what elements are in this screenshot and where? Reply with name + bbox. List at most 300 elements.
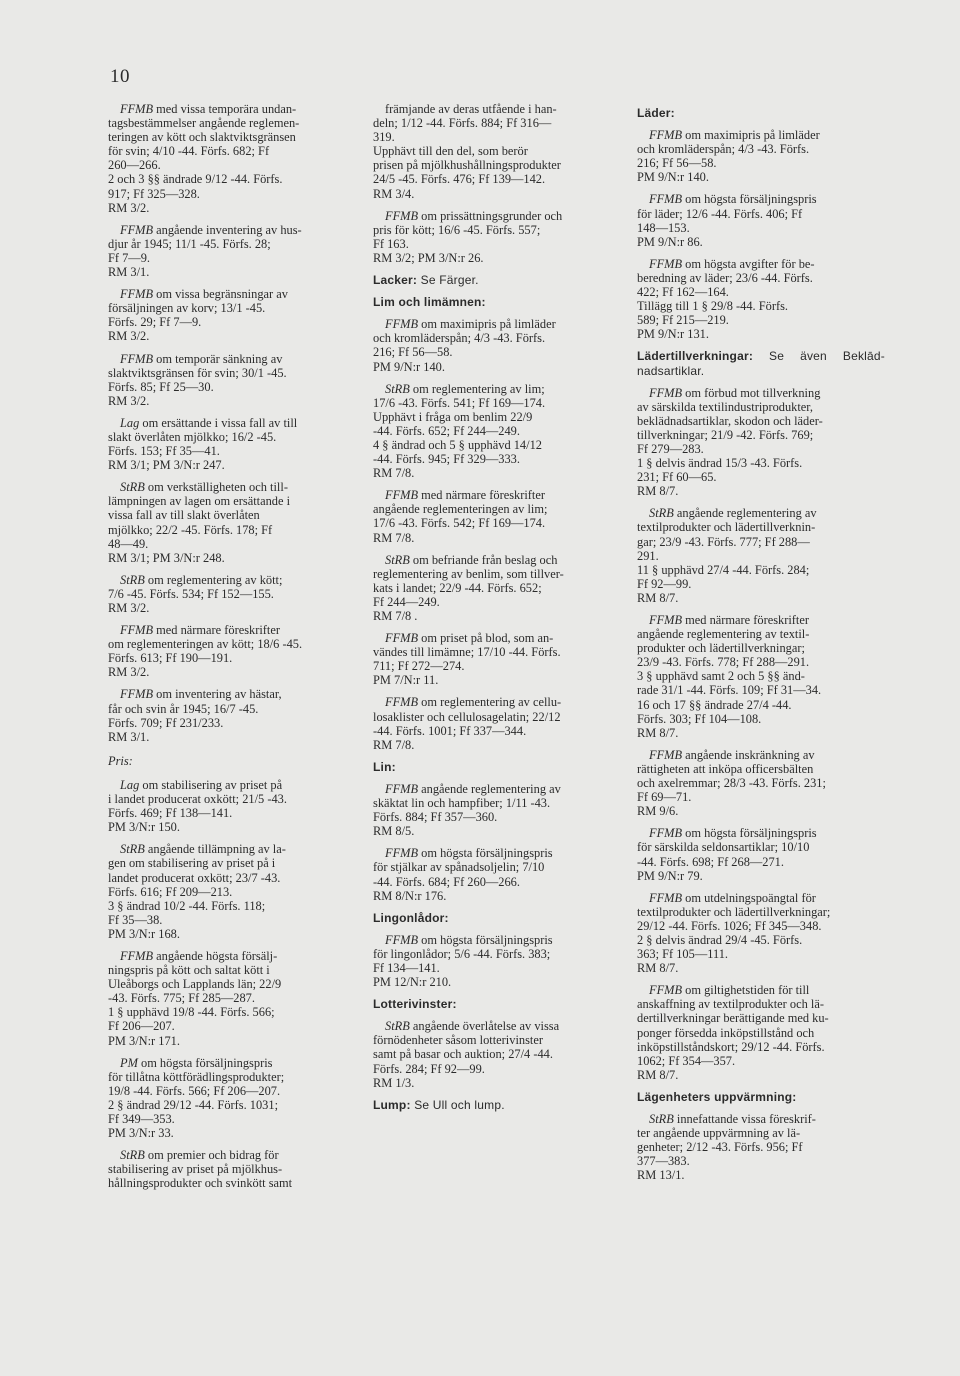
entry-line: Ff 7—9. [108,250,150,265]
entry-line: Upphävt i fråga om benlim 22/9 [373,409,533,424]
entry-source: StRB [649,506,674,521]
index-entry [637,613,885,740]
entry-line: och kromläderspån; 4/3 -43. Förfs. [637,142,810,157]
section-heading [373,273,621,287]
index-entry [108,416,358,472]
entry-line: RM 3/2. [108,393,150,408]
entry-line: 3 § ändrad 10/2 -44. Förfs. 118; [108,898,266,913]
index-entry [373,695,621,751]
entry-source: FFMB [120,351,154,366]
entry-line: Förfs. 884; Ff 357—360. [373,810,498,825]
entry-line: Uleåborgs och Lapplands län; 22/9 [108,977,282,992]
entry-line: för stjälkar av spånadsoljelin; 7/10 [373,860,545,875]
entry-line: deln; 1/12 -44. Förfs. 884; Ff 316— [373,116,552,131]
entry-line: RM 1/3. [373,1075,415,1090]
entry-line: 1 § upphävd 19/8 -44. Förfs. 566; [108,1005,275,1020]
entry-line [108,223,358,237]
index-entry [637,506,885,605]
section-heading-key: Lim och limämnen: [373,295,486,310]
section-heading [637,349,885,377]
entry-line: textilprodukter och lädertillverkningar; [637,904,831,919]
entry-line: 231; Ff 60—65. [637,470,717,485]
entry-line [373,382,621,396]
entry-line: för svin; 4/10 -44. Förfs. 682; Ff [108,144,270,159]
entry-line: ponger försedda inköpstillstånd och [637,1025,815,1040]
entry-line [108,287,358,301]
entry-source: FFMB [385,488,419,503]
entry-line: och kromläderspån; 4/3 -43. Förfs. [373,331,546,346]
entry-line: för läder; 12/6 -44. Förfs. 406; Ff [637,206,803,221]
entry-line: 422; Ff 162—164. [637,285,729,300]
entry-source: FFMB [385,317,419,332]
entry-source: StRB [385,381,410,396]
entry-text: om reglementering av kött; [147,572,283,587]
entry-text: om stabilisering av priset på [142,777,283,792]
section-heading-key: Lacker: [373,273,418,288]
entry-line: 260—266. [108,158,161,173]
entry-line: Tillägg till 1 § 29/8 -44. Förfs. [637,299,788,314]
entry-line: beredning av läder; 23/6 -44. Förfs. [637,270,813,285]
entry-line: -44. Förfs. 945; Ff 329—333. [373,452,520,467]
entry-text: om verkställigheten och till- [147,480,288,495]
entry-line: Förfs. 469; Ff 138—141. [108,806,233,821]
index-entry [373,553,621,623]
entry-line [373,933,621,947]
entry-text: angående inskränkning av [685,747,815,762]
entry-source: StRB [649,1112,674,1126]
entry-line: ter angående uppvärmning av lä- [637,1126,801,1141]
index-entry [108,480,358,565]
entry-line: kats i landet; 22/9 -44. Förfs. 652; [373,580,542,595]
index-entry [108,287,358,343]
index-entry [637,891,885,976]
index-entry [108,687,358,743]
entry-line: RM 7/8. [373,530,415,545]
entry-line: PM 9/N:r 86. [637,234,703,249]
entry-text: om högsta försäljningspris [421,932,553,947]
entry-line: stabilisering av priset på mjölkhus- [108,1162,283,1177]
entry-line: angående reglementeringen av lim; [373,502,548,517]
index-entry [108,949,358,1048]
entry-text: om utdelningspoängtal för [685,890,816,905]
section-heading-key: Lump: [373,1097,411,1112]
entry-line: PM 3/N:r 33. [108,1126,174,1141]
entry-line [108,778,358,792]
entry-source: PM [120,1055,138,1070]
entry-line [637,386,885,400]
entry-text: om maximipris på limläder [421,317,556,332]
entry-line [637,748,885,762]
section-heading-key: Lägenheters uppvärmning: [637,1089,797,1104]
entry-line: RM 8/7. [637,484,679,499]
entry-text: om högsta avgifter för be- [685,256,815,271]
entry-line [108,352,358,366]
entry-line: -44. Förfs. 698; Ff 268—271. [637,854,784,869]
entry-line: 19/8 -44. Förfs. 566; Ff 206—207. [108,1083,281,1098]
entry-text: om vissa begränsningar av [156,287,288,302]
entry-text: innefattande vissa föreskrif- [676,1112,816,1126]
entry-line: Förfs. 29; Ff 7—9. [108,315,202,330]
index-entry [637,826,885,882]
entry-line: 11 § upphävd 27/4 -44. Förfs. 284; [637,562,810,577]
index-entry [373,382,621,481]
entry-line: 2 § ändrad 29/12 -44. Förfs. 1031; [108,1097,279,1112]
entry-text: om högsta försäljningspris [421,846,553,861]
entry-line [637,128,885,142]
entry-line: 23/9 -43. Förfs. 778; Ff 288—291. [637,655,810,670]
entry-line: försäljningen av korv; 13/1 -45. [108,301,266,316]
entry-line [637,613,885,627]
entry-line: RM 8/7. [637,961,679,976]
entry-text: om reglementering av lim; [412,381,545,396]
entry-line: och axelremmar; 28/3 -43. Förfs. 231; [637,776,826,791]
entry-line [108,1148,358,1162]
index-entry [108,573,358,615]
entry-source: FFMB [385,932,419,947]
entry-line: Förfs. 153; Ff 35—41. [108,444,220,459]
entry-line: Ff 206—207. [108,1019,175,1034]
entry-line [373,488,621,502]
entry-text: med vissa temporära undan- [156,102,297,116]
entry-line: 7/6 -45. Förfs. 534; Ff 152—155. [108,586,274,601]
entry-line: 319. [373,130,395,145]
index-entry [637,128,885,184]
entry-line: landet producerat oxkött; 23/7 -43. [108,870,281,885]
entry-line: pris för kött; 16/6 -45. Förfs. 557; [373,222,541,237]
entry-line [373,846,621,860]
entry-line: dertillverkningar berättigande med ku- [637,1011,829,1026]
entry-line: Ff 279—283. [637,441,704,456]
entry-source: FFMB [649,826,683,841]
entry-text: om premier och bidrag för [147,1148,279,1163]
entry-line [108,573,358,587]
entry-line: textilprodukter och lädertillverknin- [637,520,816,535]
entry-line: 291. [637,548,659,563]
entry-line: Ff 92—99. [637,576,692,591]
entry-text: angående reglementering av [676,506,817,521]
entry-line: 17/6 -43. Förfs. 542; Ff 169—174. [373,516,546,531]
entry-line: 1 § delvis ändrad 15/3 -43. Förfs. [637,456,803,471]
entry-line: -44. Förfs. 1001; Ff 337—344. [373,723,527,738]
entry-source: FFMB [120,102,154,116]
entry-line: angående reglementering av textil- [637,627,810,642]
entry-line: 711; Ff 272—274. [373,659,465,674]
entry-line: PM 9/N:r 131. [637,327,709,342]
entry-text: om priset på blod, som an- [421,631,554,646]
entry-line [637,1112,885,1126]
entry-text: med närmare föreskrifter [685,613,809,627]
entry-source: FFMB [649,613,683,627]
entry-line: mjölkko; 22/2 -45. Förfs. 178; Ff [108,522,273,537]
entry-line: PM 3/N:r 150. [108,820,180,835]
entry-line [108,687,358,701]
index-entry [637,257,885,342]
entry-line: samt på basar och auktion; 27/4 -44. [373,1047,553,1062]
entry-text: angående reglementering av [421,781,561,796]
entry-text: angående överlåtelse av vissa [412,1019,560,1034]
entry-line: ningspris på kött och saltat kött i [108,963,270,978]
section-heading [373,911,621,925]
index-entry [108,778,358,834]
entry-line: 4 § ändrad och 5 § upphävd 14/12 [373,437,542,452]
entry-source: StRB [385,552,410,567]
entry-line: i landet producerat oxkött; 21/5 -43. [108,792,287,807]
entry-line: anskaffning av textilprodukter och lä- [637,997,824,1012]
entry-source: Lag [120,415,140,430]
entry-line [108,102,358,116]
entry-line [108,416,358,430]
entry-line: 589; Ff 215—219. [637,313,729,328]
entry-line: 377—383. [637,1154,690,1169]
index-entry [108,842,358,941]
entry-line: inköpstillståndskort; 29/12 -44. Förfs. [637,1039,825,1054]
entry-line: Förfs. 613; Ff 190—191. [108,651,233,666]
column-2 [373,102,621,1120]
entry-line: 2 och 3 §§ ändrade 9/12 -44. Förfs. [108,172,283,187]
entry-line: RM 3/2. [108,665,150,680]
entry-line [108,1056,358,1070]
entry-line: Ff 134—141. [373,960,440,975]
entry-line: genheter; 2/12 -43. Förfs. 956; Ff [637,1140,803,1155]
entry-text: om inventering av hästar, [156,687,282,702]
entry-line: -43. Förfs. 775; Ff 285—287. [108,991,255,1006]
section-heading [373,760,621,774]
entry-source: StRB [120,480,145,495]
entry-text: angående högsta försälj- [156,948,278,963]
entry-source: Lag [120,777,140,792]
entry-line [373,317,621,331]
entry-line: PM 9/N:r 140. [637,170,709,185]
index-entry [373,846,621,902]
entry-line [373,695,621,709]
section-heading-key: Lin: [373,759,396,774]
entry-line: RM 9/6. [637,804,679,819]
entry-line: prisen på mjölkhushållningsprodukter [373,158,561,173]
entry-line: slaktviktsgränsen för svin; 30/1 -45. [108,365,287,380]
entry-line: för särskilda seldonsartiklar; 10/10 [637,840,810,855]
section-heading [637,106,885,120]
entry-text: om befriande från beslag och [412,552,558,567]
entry-source: FFMB [649,890,683,905]
entry-line: RM 3/1; PM 3/N:r 247. [108,458,225,473]
entry-line [373,209,621,223]
entry-line: PM 12/N:r 210. [373,975,452,990]
entry-line: 29/12 -44. Förfs. 1026; Ff 345—348. [637,918,822,933]
entry-text: om temporär sänkning av [156,351,283,366]
index-entry [108,223,358,279]
entry-source: StRB [120,842,145,857]
entry-text: om giltighetstiden för till [685,983,810,998]
entry-line: Ff 244—249. [373,594,440,609]
entry-line: Ff 69—71. [637,790,692,805]
entry-line: 17/6 -43. Förfs. 541; Ff 169—174. [373,395,546,410]
index-entry [637,386,885,499]
entry-line: Förfs. 85; Ff 25—30. [108,379,214,394]
entry-line: främjande av deras utfående i han- [385,102,557,116]
index-entry [373,488,621,544]
index-entry [108,352,358,408]
entry-line [373,782,621,796]
entry-text: om högsta försäljningspris [141,1055,273,1070]
entry-source: FFMB [385,781,419,796]
entry-line: 148—153. [637,220,690,235]
section-heading-key: Lingonlådor: [373,910,449,925]
entry-line: Ff 163. [373,236,409,251]
entry-source: FFMB [120,948,154,963]
entry-text: om prissättningsgrunder och [421,208,563,223]
entry-line: 48—49. [108,536,149,551]
entry-line: 24/5 -45. Förfs. 476; Ff 139—142. [373,172,546,187]
entry-line: losaklister och cellulosagelatin; 22/12 [373,709,561,724]
entry-line: RM 3/1. [108,265,150,280]
section-heading-reference: Se Färger. [417,273,479,288]
entry-text: angående inventering av hus- [156,222,302,237]
index-entry [373,933,621,989]
column-1 [108,102,358,1198]
entry-line: RM 3/2. [108,200,150,215]
entry-line: om reglementeringen av kött; 18/6 -45. [108,637,303,652]
entry-line: rade 31/1 -44. Förfs. 109; Ff 31—34. [637,683,822,698]
entry-source: FFMB [649,192,683,207]
section-heading [373,1098,621,1112]
section-heading [637,1090,885,1104]
entry-source: FFMB [120,623,154,638]
entry-text: om reglementering av cellu- [421,695,562,710]
entry-line: RM 8/N:r 176. [373,888,447,903]
entry-line: PM 7/N:r 11. [373,673,439,688]
entry-line: av särskilda textilindustriprodukter, [637,399,814,414]
entry-line: 2 § delvis ändrad 29/4 -45. Förfs. [637,932,803,947]
entry-line: vissa fall av till slakt överlåten [108,508,260,523]
entry-text: om högsta försäljningspris [685,192,817,207]
entry-line: tagsbestämmelser angående reglemen- [108,116,300,131]
entry-line: beklädnadsartiklar, skodon och läder- [637,413,823,428]
entry-line: 917; Ff 325—328. [108,186,200,201]
entry-line: hållningsprodukter och svinkött samt [108,1176,293,1191]
entry-line: RM 13/1. [637,1168,685,1183]
entry-line: RM 3/2. [108,601,150,615]
entry-line: RM 8/7. [637,725,679,740]
entry-line: PM 3/N:r 171. [108,1033,180,1048]
index-entry [373,102,621,201]
entry-line: RM 7/8 . [373,609,418,623]
entry-text: angående tillämpning av la- [147,842,286,857]
entry-line: gen om stabilisering av priset på i [108,856,276,871]
entry-line [108,623,358,637]
entry-source: FFMB [120,687,154,702]
index-entry [373,782,621,838]
entry-line [108,480,358,494]
index-entry [373,631,621,687]
entry-source: FFMB [649,747,683,762]
entry-line [373,631,621,645]
entry-line: för lingonlådor; 5/6 -44. Förfs. 383; [373,946,551,961]
section-heading-key: Lotterivinster: [373,997,457,1012]
index-entry [108,1148,358,1190]
entry-text: om maximipris på limläder [685,128,820,143]
entry-line [637,826,885,840]
entry-line: PM 3/N:r 168. [108,926,180,941]
index-entry [108,623,358,679]
index-entry [373,209,621,265]
entry-line: tillverkningar; 21/9 -42. Förfs. 769; [637,427,814,442]
entry-line: gar; 23/9 -43. Förfs. 777; Ff 288— [637,534,810,549]
entry-source: FFMB [649,256,683,271]
entry-source: FFMB [385,846,419,861]
entry-line [637,257,885,271]
entry-line: får och svin år 1945; 16/7 -45. [108,701,259,716]
entry-line: RM 7/8. [373,737,415,752]
section-heading [373,295,621,309]
entry-line [637,192,885,206]
index-entry [373,317,621,373]
index-entry [108,102,358,215]
section-heading-reference: Se även Beklād-nadsartiklar. [637,349,885,378]
entry-line: djur år 1945; 11/1 -45. Förfs. 28; [108,236,271,251]
entry-line [108,842,358,856]
index-entry [373,1019,621,1089]
entry-line: Ff 35—38. [108,912,163,927]
entry-source: StRB [385,1019,410,1034]
entry-line: -44. Förfs. 684; Ff 260—266. [373,874,520,889]
entry-line: RM 3/1; PM 3/N:r 248. [108,550,225,565]
entry-text: om förbud mot tillverkning [685,385,821,400]
entry-line [373,553,621,567]
section-heading-key: Lädertillverkningar: [637,349,754,364]
index-entry [637,748,885,818]
entry-line: RM 3/2. [108,329,150,344]
entry-line: 16 och 17 §§ ändrade 27/4 -44. [637,697,792,712]
entry-line: RM 8/7. [637,1067,679,1082]
index-entry [637,1112,885,1182]
entry-source: FFMB [649,128,683,143]
section-heading [373,997,621,1011]
entry-source: FFMB [120,222,154,237]
entry-line [373,1019,621,1033]
entry-line: Förfs. 284; Ff 92—99. [373,1061,485,1076]
page-number: 10 [110,66,130,87]
section-heading-reference: Se Ull och lump. [410,1097,505,1112]
entry-line: Förfs. 709; Ff 231/233. [108,715,224,730]
entry-line: RM 8/7. [637,590,679,605]
subsection-label: Pris: [108,753,133,768]
entry-line: RM 7/8. [373,466,415,481]
index-entry [637,192,885,248]
entry-source: FFMB [649,983,683,998]
entry-line [637,891,885,905]
entry-line: vändes till limämne; 17/10 -44. Förfs. [373,645,561,660]
entry-line: skäktat lin och hampfiber; 1/11 -43. [373,796,551,811]
entry-line: RM 3/2; PM 3/N:r 26. [373,250,484,265]
entry-line [108,949,358,963]
entry-source: FFMB [120,287,154,302]
entry-line: -44. Förfs. 652; Ff 244—249. [373,423,520,438]
entry-line [637,983,885,997]
entry-line: lämpningen av lagen om ersättande i [108,494,291,509]
entry-line: förnödenheter såsom lotterivinster [373,1033,543,1048]
entry-line: Ff 349—353. [108,1112,175,1126]
entry-line: Förfs. 616; Ff 209—213. [108,884,233,899]
entry-line: 216; Ff 56—58. [637,156,717,171]
entry-source: FFMB [649,385,683,400]
section-heading-key: Läder: [637,106,675,120]
entry-source: StRB [120,1148,145,1163]
entry-line [637,506,885,520]
entry-line: PM 9/N:r 140. [373,359,445,374]
entry-source: StRB [120,572,145,587]
entry-line: 216; Ff 56—58. [373,345,453,360]
entry-line: 1062; Ff 354—357. [637,1053,736,1068]
